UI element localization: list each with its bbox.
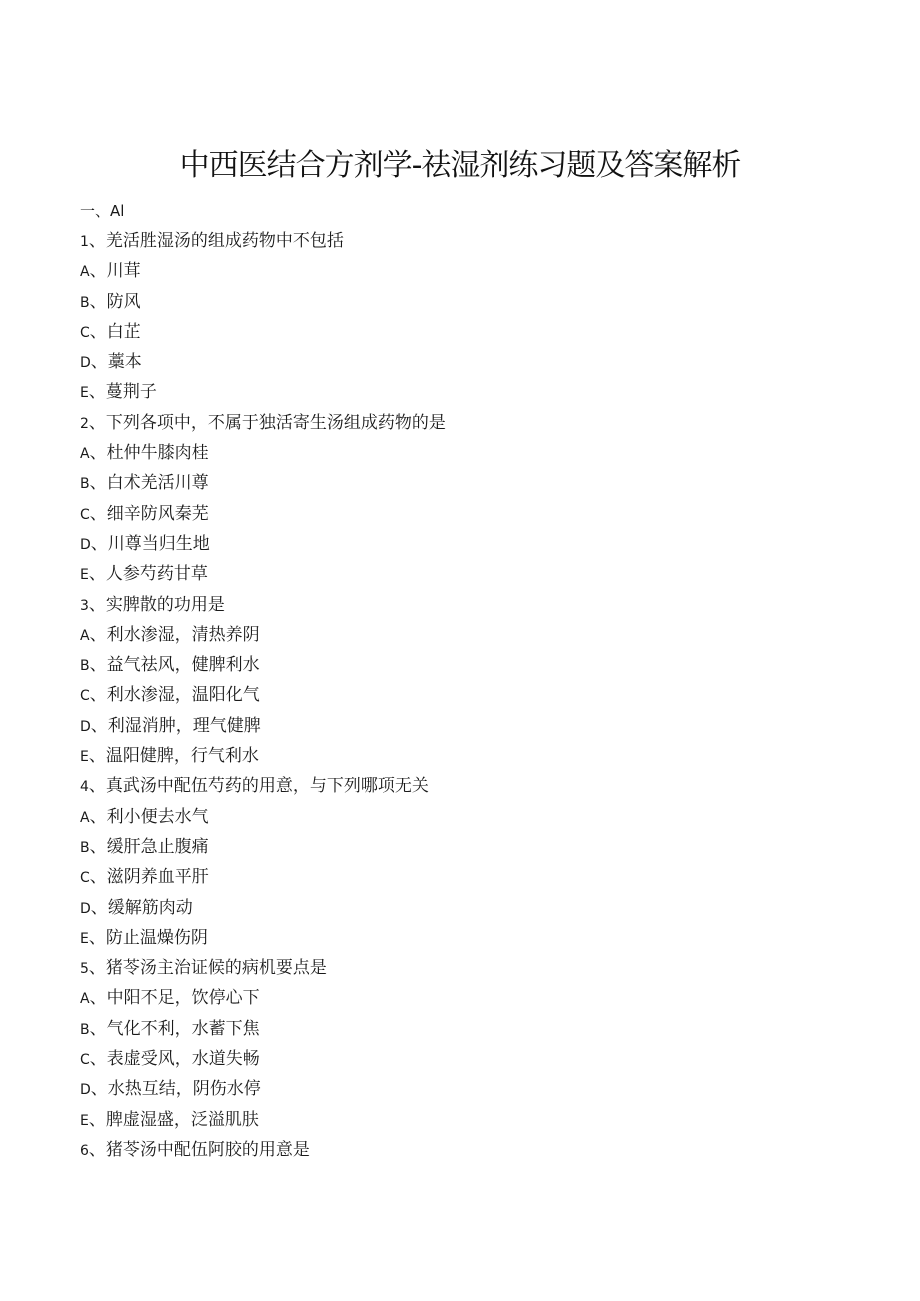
line-text: 、下列各项中，不属于独活寄生汤组成药物的是 — [88, 412, 446, 433]
line-text: 、中阳不足，饮停心下 — [89, 988, 260, 1009]
option-line — [80, 744, 840, 774]
line-text: 、川茸 — [89, 261, 141, 282]
line-marker: E — [80, 749, 89, 766]
option-line — [80, 441, 840, 471]
line-marker: A — [80, 991, 90, 1008]
question-3-stem — [80, 593, 840, 623]
line-marker: 1 — [80, 234, 89, 250]
document-title: 中西医结合方剂学-祛湿剂练习题及答案解析 — [179, 148, 741, 183]
option-line — [80, 865, 840, 895]
line-marker: 2 — [80, 415, 89, 432]
line-marker: B — [80, 476, 90, 493]
line-marker: D — [80, 718, 91, 735]
line-text: 、防风 — [89, 291, 141, 312]
option-line — [80, 623, 840, 653]
line-marker: E — [80, 567, 89, 584]
line-marker: D — [80, 900, 91, 917]
option-line — [80, 350, 840, 380]
option-line — [80, 1047, 840, 1077]
line-marker: E — [80, 385, 89, 402]
line-text: 、益气祛风，健脾利水 — [89, 655, 260, 676]
line-text: 、利水渗湿，温阳化气 — [89, 685, 260, 706]
line-text: 、防止温燥伤阴 — [88, 927, 208, 948]
question-2-stem — [80, 411, 840, 441]
line-marker: D — [80, 355, 91, 372]
line-marker: B — [80, 658, 90, 675]
line-marker: A — [80, 627, 90, 644]
line-text: 、川尊当归生地 — [90, 533, 210, 554]
line-text: 、缓解筋肉动 — [90, 897, 193, 918]
question-4-stem — [80, 774, 840, 804]
section-heading: 一、Al — [80, 202, 125, 220]
line-text: 、缓肝急止腹痛 — [89, 836, 209, 857]
line-text: 、利湿消肿，理气健脾 — [90, 715, 261, 736]
option-line — [80, 1108, 840, 1138]
line-marker: A — [80, 264, 90, 281]
line-text: 、利小便去水气 — [89, 806, 209, 827]
line-marker: B — [80, 1021, 90, 1038]
option-line — [80, 653, 840, 683]
question-5-stem — [80, 956, 840, 986]
option-line — [80, 926, 840, 956]
option-line — [80, 683, 840, 713]
option-line — [80, 380, 840, 410]
option-line — [80, 502, 840, 532]
line-text: 、脾虚湿盛，泛溢肌肤 — [88, 1109, 259, 1130]
line-text: 、温阳健脾，行气利水 — [88, 746, 259, 767]
question-list — [80, 229, 840, 1168]
option-line — [80, 532, 840, 562]
option-line — [80, 1077, 840, 1107]
option-line — [80, 714, 840, 744]
line-text: 、猪苓汤中配伍阿胶的用意是 — [88, 1139, 310, 1160]
option-line — [80, 986, 840, 1016]
line-marker: B — [80, 839, 90, 856]
line-text: 、人参芍药甘草 — [88, 564, 208, 585]
line-text: 、蔓荆子 — [88, 382, 157, 403]
option-line — [80, 290, 840, 320]
line-text: 、水热互结，阴伤水停 — [90, 1079, 261, 1100]
line-text: 、表虚受风，水道失畅 — [89, 1049, 260, 1070]
line-marker: A — [80, 446, 90, 463]
line-marker: C — [80, 1052, 90, 1069]
option-line — [80, 896, 840, 926]
option-line — [80, 471, 840, 501]
line-marker: 5 — [80, 961, 89, 978]
line-marker: E — [80, 1112, 89, 1129]
line-marker: D — [80, 536, 91, 553]
option-line — [80, 1017, 840, 1047]
line-marker: D — [80, 1082, 91, 1099]
line-marker: A — [80, 809, 90, 826]
line-text: 、猪苓汤主治证候的病机要点是 — [88, 958, 327, 979]
line-text: 、实脾散的功用是 — [88, 594, 225, 615]
option-line — [80, 835, 840, 865]
line-marker: C — [80, 688, 90, 705]
line-marker: 4 — [80, 779, 89, 796]
line-text: 、羌活胜湿汤的组成药物中不包括 — [88, 231, 344, 251]
line-text: 、细辛防风秦芜 — [89, 503, 209, 524]
line-marker: 3 — [80, 597, 89, 614]
line-text: 、杜仲牛膝肉桂 — [89, 443, 209, 464]
option-line — [80, 805, 840, 835]
line-marker: C — [80, 506, 90, 523]
option-line — [80, 562, 840, 592]
line-marker: C — [80, 870, 90, 887]
line-text: 、真武汤中配伍芍药的用意，与下列哪项无关 — [88, 776, 429, 797]
question-6-stem — [80, 1138, 840, 1168]
line-marker: 6 — [80, 1142, 89, 1159]
line-text: 、白术羌活川尊 — [89, 473, 209, 494]
option-line — [80, 320, 840, 350]
line-marker: C — [80, 324, 90, 341]
line-marker: E — [80, 930, 89, 947]
line-marker: B — [80, 294, 90, 311]
line-text: 、滋阴养血平肝 — [89, 867, 209, 888]
option-line — [80, 259, 840, 289]
line-text: 、利水渗湿，清热养阴 — [89, 624, 260, 645]
line-text: 、气化不利，水蓄下焦 — [89, 1018, 260, 1039]
line-text: 、藁本 — [90, 352, 142, 373]
line-text: 、白芷 — [89, 321, 141, 342]
question-1-stem — [80, 229, 840, 259]
